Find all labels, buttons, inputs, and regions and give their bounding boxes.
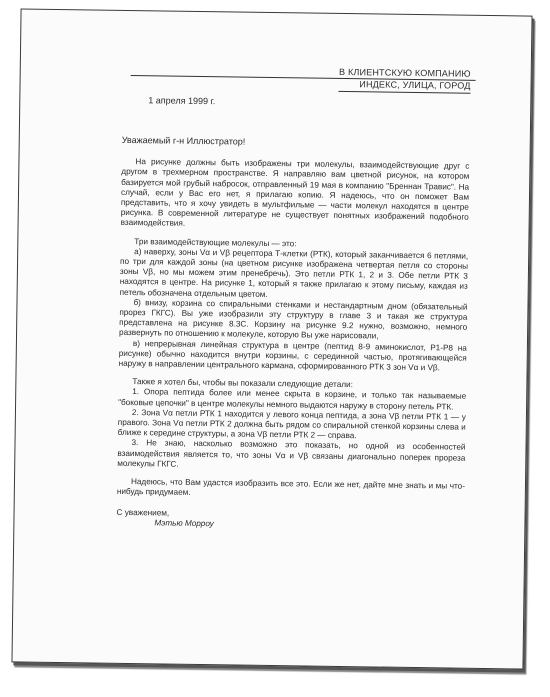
letter-body <box>116 135 469 533</box>
paragraph-closing: Надеюсь, что Вам удастся изобразить все это. Если же нет, дайте мне знать и мы что-нибудь придумаем. <box>116 477 466 498</box>
address-line-1: В КЛИЕНТСКУЮ КОМПАНИЮ <box>339 66 471 79</box>
paragraph-intro: На рисунке должны быть изображены три молекулы, взаимодействующие друг с другом в трехмерном пространстве. Я направляю вам цветной рисунок, на котором базируется мой грубый набросок, отправленный 19 мая в компанию "Бреннан Травис". На случай, если у Вас его нет, я прилагаю копию. Я надеюсь, что он поможет Вам представить, что я хочу увидеть в мультфильме — части молекул находятся в центре рисунка. В современной литературе не существует понятных изображений подобного взаимодействия. <box>120 157 470 229</box>
detail-item-2: 2. Зона Vα петли РТК 1 находится у левого конца пептида, а зона Vβ петли РТК 1 — у правого. Зона Vα петли РТК 2 должна быть рядом со спиральной стенкой корзины слева и ближе к середине структуры, а зона Vβ петли РТК 2 — справа. <box>117 407 466 441</box>
list-item-c: в) непрерывная линейная структура в центре (пептид 8-9 аминокислот, Р1-Р8 на рисунке) обычно находится внутри корзины, с серединной частью, протягивающейся наружу в направлении центрального кармана, сформированного РТК 3 зон Vα и Vβ. <box>118 338 467 373</box>
detail-item-3: 3. Не знаю, насколько возможно это показать, но одной из особенностей взаимодействия является то, что зоны Vα и Vβ связаны диагонально поперек прореза молекулы ГКГС. <box>117 438 466 469</box>
letter-page <box>11 8 532 669</box>
paragraph-molecules: Три взаимодействующие молекулы — это: <box>134 236 297 248</box>
signature: Мэтью Морроу <box>154 518 214 528</box>
address-line-2: ИНДЕКС, УЛИЦА, ГОРОД <box>339 78 471 94</box>
closing-salutation: С уважением, <box>116 507 170 518</box>
letter-date: 1 апреля 1999 г. <box>148 95 216 107</box>
list-item-b: б) внизу, корзина со спиральными стенками и нестандартным дном (обязательный прорез ГКГС). Вы уже изобразили эту структуру в главе 3 и такая же структура представлена на рисунке 8.3С. Корзину на рисунке 9.2 нужно, возможно, немного развернуть по отношению к молекуле, которую Вы уже нарисовали, <box>119 297 468 341</box>
list-item-a: а) наверху, зоны Vα и Vβ рецептора Т-клетки (РТК), который заканчивается 6 петлями, по три для каждой зоны (на цветном рисунке изображена четвертая петля со стороны зоны Vβ, но мы можем этим пренебречь). Это петли РТК 1, 2 и 3. Обе петли РТК 3 находятся в центре. На рисунке 1, который я также прилагаю к этому письму, каждая из петель обозначена отдельным цветом. <box>119 246 469 299</box>
greeting: Уважаемый г-н Иллюстратор! <box>121 134 246 147</box>
detail-item-1: 1. Опора пептида более или менее скрыта в корзине, и только так называемые "боковые цепочки" в центре молекулы немного выдаются наружу в сторону петель РТК. <box>118 387 467 412</box>
recipient-address <box>339 66 471 94</box>
paragraph-details: Также я хотел бы, чтобы вы показали следующие детали: <box>132 377 353 390</box>
